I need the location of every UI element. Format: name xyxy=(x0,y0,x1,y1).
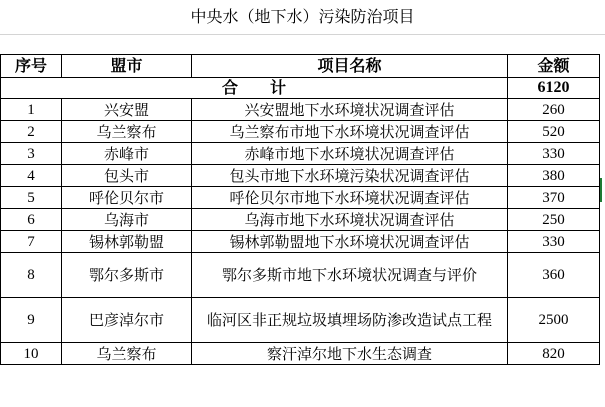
cell-amount[interactable]: 260 xyxy=(508,99,600,121)
cell-city[interactable]: 锡林郭勒盟 xyxy=(62,231,192,253)
header-project[interactable]: 项目名称 xyxy=(192,55,508,78)
total-row xyxy=(1,78,600,99)
header-city[interactable]: 盟市 xyxy=(62,55,192,78)
cell-city[interactable]: 包头市 xyxy=(62,165,192,187)
cell-seq[interactable]: 5 xyxy=(1,187,62,209)
project-table xyxy=(0,54,600,365)
table-row xyxy=(1,187,600,209)
cell-project[interactable]: 临河区非正规垃圾填埋场防渗改造试点工程 xyxy=(192,298,508,343)
cell-project[interactable]: 鄂尔多斯市地下水环境状况调查与评价 xyxy=(192,253,508,298)
cell-seq[interactable]: 1 xyxy=(1,99,62,121)
cell-city[interactable]: 乌兰察布 xyxy=(62,121,192,143)
cell-amount[interactable]: 330 xyxy=(508,143,600,165)
cell-project[interactable]: 兴安盟地下水环境状况调查评估 xyxy=(192,99,508,121)
cell-seq[interactable]: 2 xyxy=(1,121,62,143)
cell-amount[interactable]: 330 xyxy=(508,231,600,253)
cell-seq[interactable]: 4 xyxy=(1,165,62,187)
cell-project[interactable]: 赤峰市地下水环境状况调查评估 xyxy=(192,143,508,165)
cell-seq[interactable]: 6 xyxy=(1,209,62,231)
cell-amount[interactable]: 360 xyxy=(508,253,600,298)
cell-amount[interactable]: 520 xyxy=(508,121,600,143)
cell-amount[interactable]: 380 xyxy=(508,165,600,187)
cell-city[interactable]: 乌兰察布 xyxy=(62,343,192,365)
total-label[interactable]: 合 计 xyxy=(1,78,508,99)
table-row xyxy=(1,231,600,253)
cell-city[interactable]: 呼伦贝尔市 xyxy=(62,187,192,209)
table-row xyxy=(1,209,600,231)
table-row xyxy=(1,121,600,143)
empty-grid-row xyxy=(0,34,605,55)
cell-project[interactable]: 呼伦贝尔市地下水环境状况调查评估 xyxy=(192,187,508,209)
sheet-title: 中央水（地下水）污染防治项目 xyxy=(190,7,415,26)
cell-city[interactable]: 兴安盟 xyxy=(62,99,192,121)
header-seq[interactable]: 序号 xyxy=(1,55,62,78)
selection-edge-marker xyxy=(600,178,602,202)
cell-project[interactable]: 锡林郭勒盟地下水环境状况调查评估 xyxy=(192,231,508,253)
cell-amount[interactable]: 820 xyxy=(508,343,600,365)
cell-city[interactable]: 乌海市 xyxy=(62,209,192,231)
cell-city[interactable]: 鄂尔多斯市 xyxy=(62,253,192,298)
cell-city[interactable]: 赤峰市 xyxy=(62,143,192,165)
cell-project[interactable]: 乌兰察布市地下水环境状况调查评估 xyxy=(192,121,508,143)
header-row xyxy=(1,55,600,78)
cell-project[interactable]: 乌海市地下水环境状况调查评估 xyxy=(192,209,508,231)
table-row xyxy=(1,343,600,365)
cell-seq[interactable]: 10 xyxy=(1,343,62,365)
cell-amount[interactable]: 250 xyxy=(508,209,600,231)
table-row xyxy=(1,253,600,298)
cell-project[interactable]: 包头市地下水环境污染状况调查评估 xyxy=(192,165,508,187)
table-row xyxy=(1,298,600,343)
header-amount[interactable]: 金额 xyxy=(508,55,600,78)
cell-amount[interactable]: 370 xyxy=(508,187,600,209)
cell-seq[interactable]: 7 xyxy=(1,231,62,253)
table-row xyxy=(1,99,600,121)
table-row xyxy=(1,165,600,187)
cell-seq[interactable]: 3 xyxy=(1,143,62,165)
cell-project[interactable]: 察汗淖尔地下水生态调查 xyxy=(192,343,508,365)
table-row xyxy=(1,143,600,165)
cell-city[interactable]: 巴彦淖尔市 xyxy=(62,298,192,343)
cell-seq[interactable]: 9 xyxy=(1,298,62,343)
cell-seq[interactable]: 8 xyxy=(1,253,62,298)
cell-amount[interactable]: 2500 xyxy=(508,298,600,343)
total-value[interactable]: 6120 xyxy=(508,78,600,99)
